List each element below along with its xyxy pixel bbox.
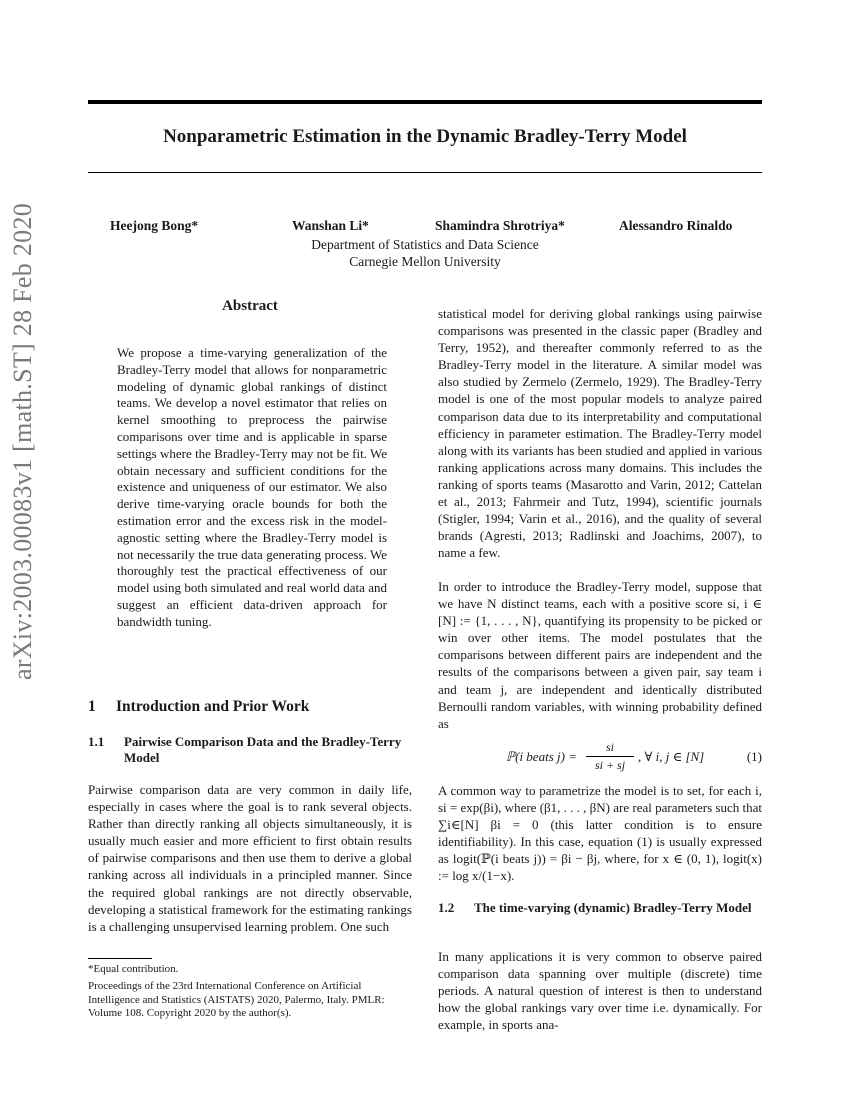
subsection-title: Pairwise Comparison Data and the Bradley-Terry Model bbox=[124, 734, 402, 765]
abstract-text: We propose a time-varying generalization of the Bradley-Terry model that allows for nonparametric modeling of dynamic global rankings of distinct teams. We develop a novel estimator that relies on kernel smoothing to preprocess the pairwise comparisons over time and is applicable in sparse settings where the Bradley-Terry may not be fit. We obtain necessary and sufficient conditions for the existence and uniqueness of our estimator. We also derive time-varying oracle bounds for both the estimation error and the excess risk in the model-agnostic setting where the Bradley-Terry model is not necessarily the true data generating process. We thoroughly test the practical effectiveness of our model using both simulated and real world data and suggest an efficient data-driven approach for bandwidth tuning. bbox=[117, 345, 387, 629]
footnote-rule bbox=[88, 958, 152, 959]
equation-number: (1) bbox=[746, 749, 762, 764]
paragraph-text: Pairwise comparison data are very common in daily life, especially in cases where the goal is to rank several objects. Rather than directly ranking all objects simultaneously, it is usually much easier and more efficient to first obtain results of pairwise comparisons and then use them to derive a global ranking across all individuals in a principled manner. Since the required global rankings are not directly observable, developing a statistical framework for the estimating rankings is a challenging unsupervised learning problem. One such bbox=[88, 782, 412, 934]
author-name: Wanshan Li* bbox=[292, 218, 369, 233]
footnote-proceedings: Proceedings of the 23rd International Conference on Artificial Intelligence and Statistics (AISTATS) 2020, Palermo, Italy. PMLR: Volume 108. Copyright 2020 by the author(s). bbox=[88, 980, 385, 1019]
section-number: 1 bbox=[88, 698, 96, 715]
fraction-bar bbox=[586, 756, 634, 757]
paragraph-text: A common way to parametrize the model is to set, for each i, si = exp(βi), where (β1, . . . , βN) are real parameters such that ∑i∈[N] βi = 0 (this latter condition is to ensure identifiability). In this case, equation (1) is usually expressed as logit(ℙ(i beats j)) = βi − βj, where, for x ∈ (0, 1), logit(x) := log x/(1−x). bbox=[438, 783, 762, 884]
section-heading bbox=[88, 698, 412, 716]
footnote-equal: *Equal contribution. bbox=[88, 963, 179, 975]
subsection-title: The time-varying (dynamic) Bradley-Terry Model bbox=[474, 900, 752, 915]
affiliation-dept: Department of Statistics and Data Science bbox=[311, 237, 539, 252]
arxiv-watermark: arXiv:2003.00083v1 [math.ST] 28 Feb 2020 bbox=[8, 202, 37, 680]
author-name: Shamindra Shrotriya* bbox=[435, 218, 565, 233]
equation-denominator: si + sj bbox=[594, 758, 626, 772]
affiliation-univ: Carnegie Mellon University bbox=[349, 254, 501, 269]
paragraph-text: statistical model for deriving global rankings using pairwise comparisons was presented in the classic paper (Bradley and Terry, 1952), and thereafter commonly referred to as the Bradley-Terry model in the literature. A similar model was also studied by Zermelo (Zermelo, 1929). The Bradley-Terry model is one of the most popular models to analyze paired comparison data due to its interpretability and computational efficiency in parameter estimation. The Bradley-Terry model along with its variants has been studied and applied in various ranking applications across many domains. This includes the ranking of sports teams (Masarotto and Varin, 2012; Cattelan et al., 2013; Fahrmeir and Tutz, 1994), scientific journals (Stigler, 1994; Varin et al., 2016), and the quality of several brands (Agresti, 2013; Radlinski and Joachims, 2007), to name a few. bbox=[438, 306, 762, 561]
equation-1 bbox=[438, 740, 762, 778]
abstract-heading: Abstract bbox=[222, 298, 278, 314]
paragraph-text: In many applications it is very common to observe paired comparison data spanning over multiple (discrete) time periods. A natural question of interest is then to understand how the global rankings vary over time i.e. dynamically. For example, in sports ana- bbox=[438, 949, 762, 1033]
equation-lhs: ℙ(i beats j) = bbox=[506, 749, 577, 764]
right-paragraph-4 bbox=[438, 948, 762, 1033]
intro-paragraph bbox=[88, 781, 412, 935]
title-bottom-rule bbox=[88, 172, 762, 173]
right-paragraph-2 bbox=[438, 578, 762, 732]
equation-rhs: , ∀ i, j ∈ [N] bbox=[638, 749, 705, 764]
equation-numerator: si bbox=[605, 740, 614, 754]
author-list bbox=[88, 218, 762, 238]
author-name: Alessandro Rinaldo bbox=[619, 218, 733, 233]
section-title: Introduction and Prior Work bbox=[116, 698, 310, 715]
equation-fraction bbox=[586, 740, 634, 773]
right-paragraph-1 bbox=[438, 305, 762, 561]
subsection-heading bbox=[438, 900, 762, 934]
author-name: Heejong Bong* bbox=[110, 218, 199, 233]
right-paragraph-3 bbox=[438, 782, 762, 885]
subsection-number: 1.2 bbox=[438, 900, 455, 915]
paragraph-text: In order to introduce the Bradley-Terry model, suppose that we have N distinct teams, each with a positive score si, i ∈ [N] := {1, . . . , N}, quantifying its propensity to be picked or win over other items. The model postulates that the comparisons between different pairs are independent and the results of the comparisons between a given pair, say team i and team j, are independent and identically distributed Bernoulli random variables, with winning probability defined as bbox=[438, 579, 762, 731]
subsection-number: 1.1 bbox=[88, 734, 105, 749]
paper-title: Nonparametric Estimation in the Dynamic Bradley-Terry Model bbox=[163, 126, 687, 147]
subsection-heading bbox=[88, 734, 412, 768]
top-thick-rule bbox=[88, 100, 762, 104]
